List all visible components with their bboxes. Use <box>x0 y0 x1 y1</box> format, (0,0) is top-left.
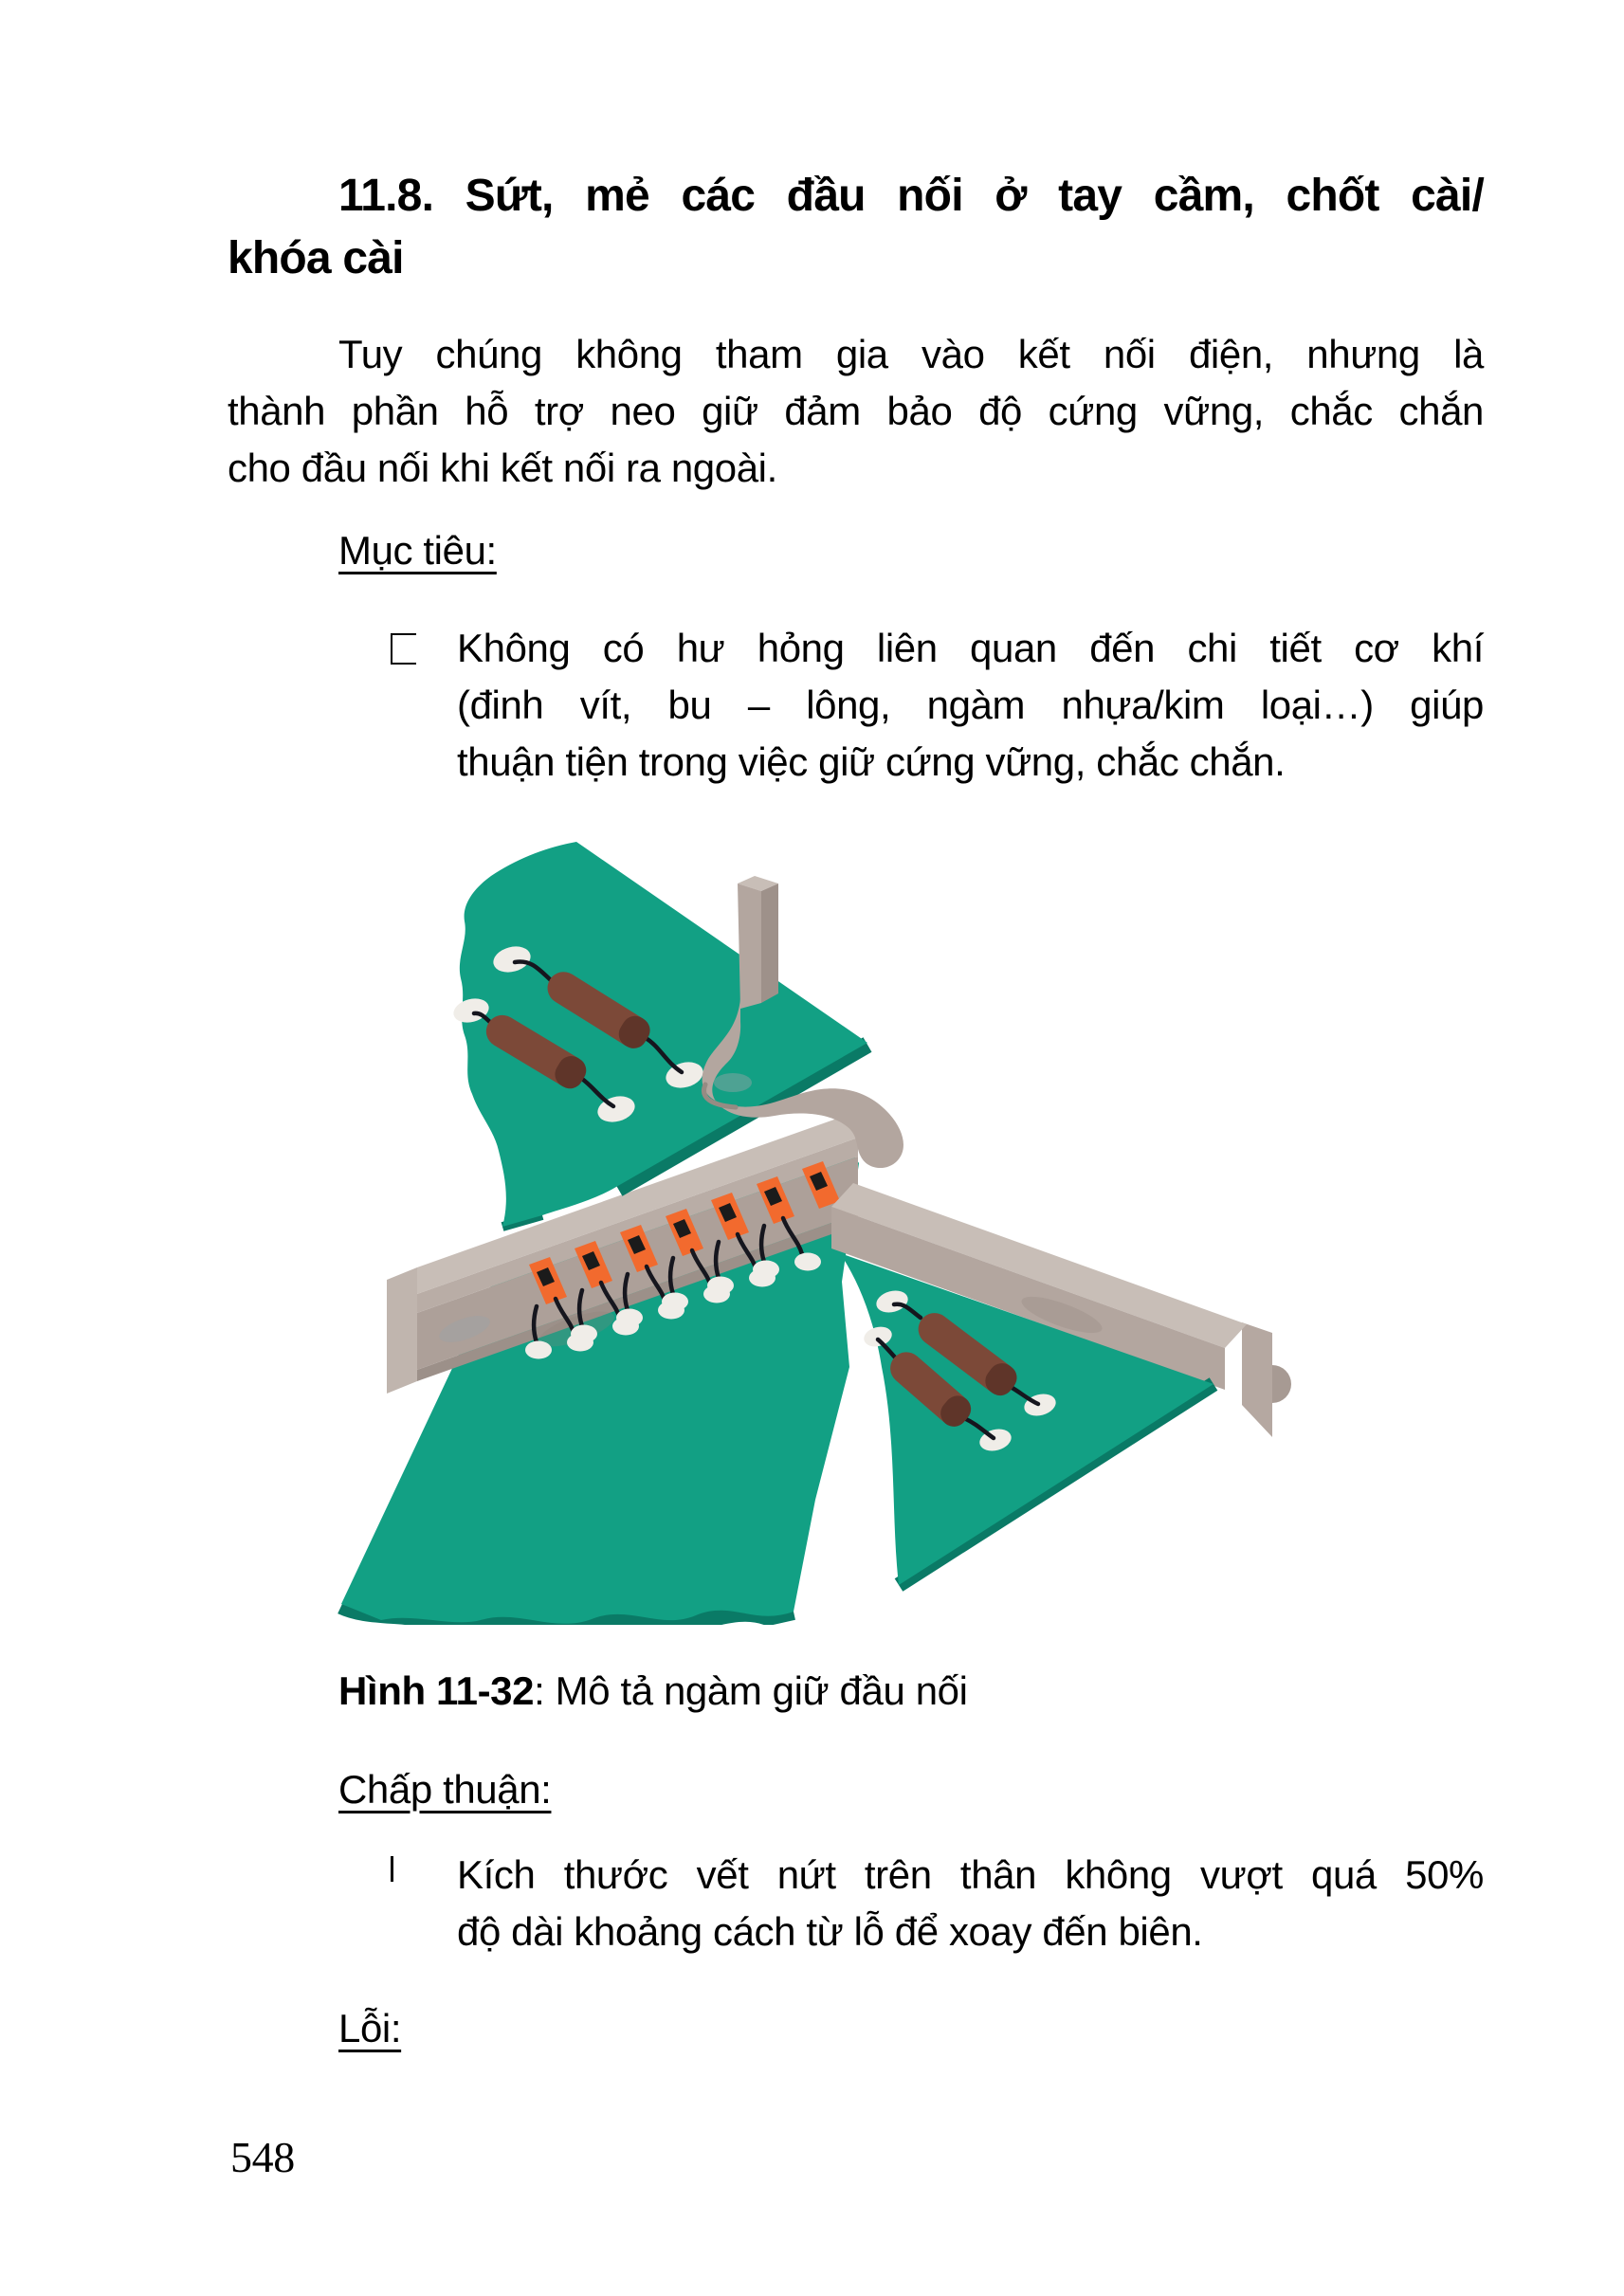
heading-loi-label: Lỗi: <box>338 2006 402 2050</box>
bullet-bar-marker <box>391 1856 393 1882</box>
intro-paragraph-line: cho đầu nối khi kết nối ra ngoài. <box>228 446 777 490</box>
intro-paragraph-line: Tuy chúng không tham gia vào kết nối điện, nhưng là <box>338 332 1484 376</box>
heading-chap-thuan <box>338 1761 551 1818</box>
heading-muc-tieu-label: Mục tiêu: <box>338 528 497 573</box>
heading-muc-tieu <box>338 522 497 579</box>
bullet-square-marker <box>391 633 416 665</box>
section-title-line1: 11.8. Sứt, mẻ các đầu nối ở tay cầm, chốt cài/ <box>338 171 1484 221</box>
figure-caption-label: Hình 11-32 <box>338 1668 535 1713</box>
figure-illustration <box>322 836 1299 1625</box>
bullet1-line: thuận tiện trong việc giữ cứng vững, chắc chắn. <box>457 739 1286 784</box>
figure-caption <box>338 1663 968 1720</box>
bullet2-line: độ dài khoảng cách từ lỗ để xoay đến biên. <box>457 1909 1203 1954</box>
bullet1-line: Không có hư hỏng liên quan đến chi tiết cơ khí <box>457 626 1484 670</box>
figure-caption-text: : Mô tả ngàm giữ đầu nối <box>534 1668 968 1713</box>
bullet1-line: (đinh vít, bu – lông, ngàm nhựa/kim loại…) giúp <box>457 683 1484 727</box>
section-title-line2: khóa cài <box>228 233 404 283</box>
pcb-right-piece <box>831 1183 1291 1585</box>
heading-chap-thuan-label: Chấp thuận: <box>338 1767 552 1812</box>
intro-paragraph-line: thành phần hỗ trợ neo giữ đảm bảo độ cứng vững, chắc chắn <box>228 389 1484 433</box>
bullet2-line: Kích thước vết nứt trên thân không vượt quá 50% <box>457 1852 1484 1897</box>
heading-loi <box>338 2000 401 2057</box>
page-number: 548 <box>230 2133 295 2181</box>
